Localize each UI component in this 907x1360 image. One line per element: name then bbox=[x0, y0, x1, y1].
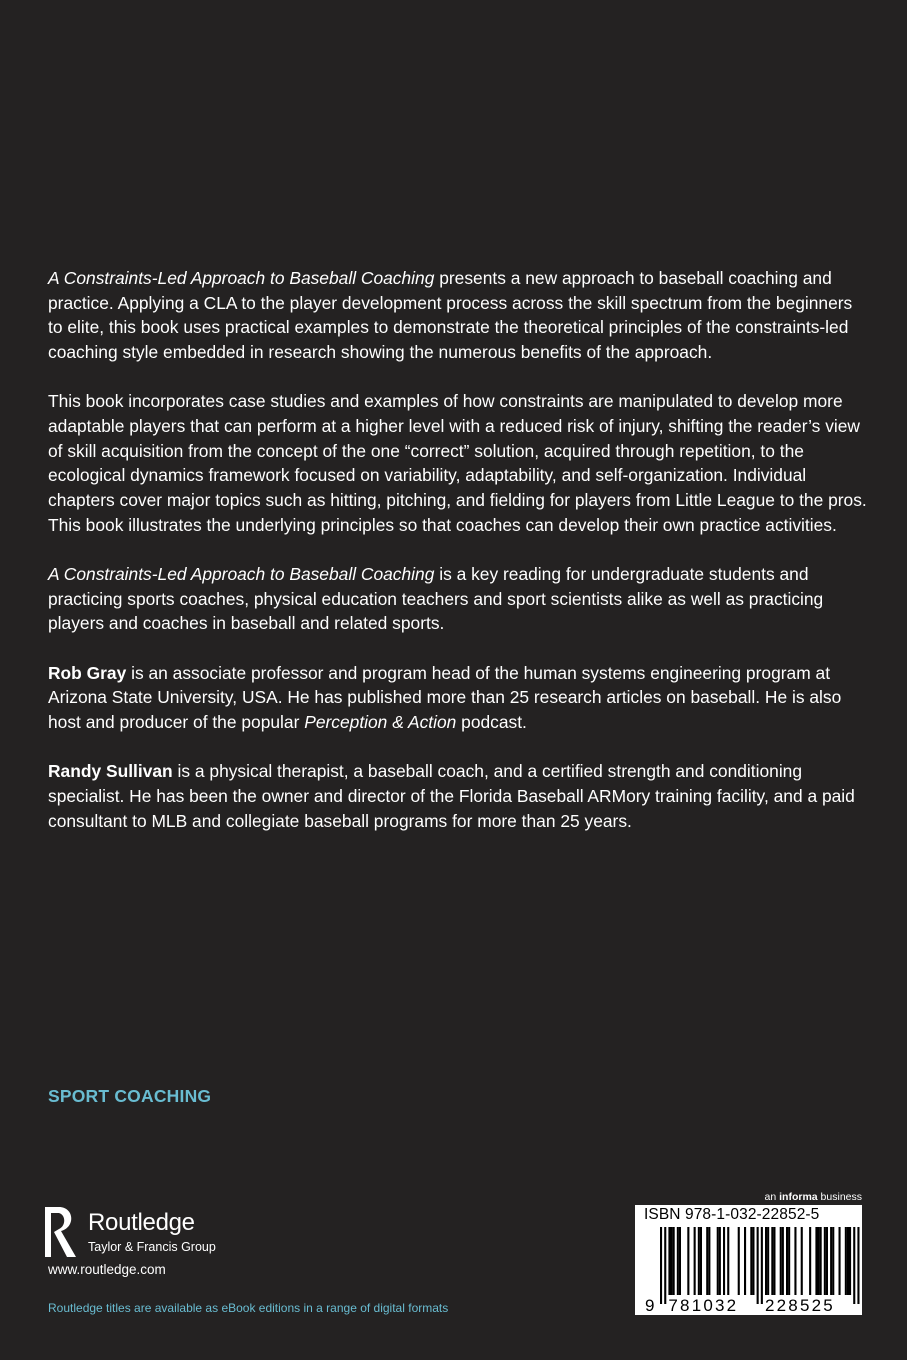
blurb-paragraph-1: A Constraints-Led Approach to Baseball Coaching presents a new approach to baseball coaching and practice. Applying a CLA to the player development process across the skill spectrum from the beginners to elite, this book uses practical examples to demonstrate the theoretical principles of the constraints-led coaching style embedded in research showing the numerous benefits of the approach. bbox=[48, 268, 853, 363]
barcode-bar bbox=[687, 1227, 689, 1295]
barcode-bar bbox=[782, 1227, 784, 1295]
ebook-note: Routledge titles are available as eBook editions in a range of digital formats bbox=[48, 1301, 449, 1315]
barcode-bar bbox=[853, 1227, 855, 1304]
barcode-bar bbox=[786, 1227, 788, 1295]
barcode-bar bbox=[744, 1227, 746, 1295]
barcode-bar bbox=[706, 1227, 708, 1295]
publisher-url[interactable]: www.routledge.com bbox=[48, 1262, 166, 1277]
barcode-bar bbox=[700, 1227, 702, 1295]
category-label: SPORT COACHING bbox=[48, 1086, 212, 1106]
barcode-bar bbox=[815, 1227, 817, 1295]
publisher-name: Routledge bbox=[88, 1209, 195, 1236]
barcode-digits: 781032 bbox=[668, 1296, 739, 1315]
barcode-bar bbox=[750, 1227, 752, 1295]
barcode-bar bbox=[673, 1227, 675, 1295]
barcode-bar bbox=[809, 1227, 811, 1295]
barcode-bar bbox=[830, 1227, 832, 1295]
barcode-bar bbox=[773, 1227, 775, 1295]
barcode-bar bbox=[771, 1227, 773, 1295]
barcode-bar bbox=[788, 1227, 790, 1295]
barcode-bar bbox=[826, 1227, 828, 1295]
barcode-bar bbox=[839, 1227, 841, 1295]
barcode-bar bbox=[694, 1227, 696, 1295]
barcode-bar bbox=[738, 1227, 740, 1295]
isbn-label: ISBN 978-1-032-22852-5 bbox=[644, 1206, 820, 1223]
barcode-bar bbox=[660, 1227, 662, 1304]
barcode-bar bbox=[832, 1227, 834, 1295]
barcode-bar bbox=[849, 1227, 851, 1295]
isbn-barcode bbox=[635, 1205, 862, 1315]
podcast-title: Perception & Action bbox=[304, 712, 457, 733]
barcode-bar bbox=[679, 1227, 681, 1295]
back-cover-blurb bbox=[48, 266, 868, 858]
barcode-bar bbox=[761, 1227, 763, 1304]
barcode-bar bbox=[847, 1227, 849, 1295]
barcode-bar bbox=[752, 1227, 754, 1295]
barcode-bar bbox=[719, 1227, 721, 1295]
barcode-bar bbox=[671, 1227, 673, 1295]
barcode-digits: 228525 bbox=[765, 1296, 835, 1315]
barcode-bar bbox=[857, 1227, 859, 1304]
barcode-bar bbox=[668, 1227, 670, 1295]
barcode-graphic bbox=[635, 1205, 862, 1315]
book-title: A Constraints-Led Approach to Baseball Coaching bbox=[48, 268, 435, 288]
informa-tagline: an informa business bbox=[764, 1191, 862, 1203]
barcode-bar bbox=[677, 1227, 679, 1295]
barcode-bar bbox=[794, 1227, 796, 1295]
publisher-group: Taylor & Francis Group bbox=[88, 1240, 216, 1254]
barcode-bar bbox=[820, 1227, 822, 1295]
barcode-bar bbox=[727, 1227, 729, 1295]
barcode-bar bbox=[780, 1227, 782, 1295]
barcode-bar bbox=[698, 1227, 700, 1295]
barcode-bar bbox=[708, 1227, 710, 1295]
author-bio-randy-sullivan: Randy Sullivan is a physical therapist, a baseball coach, and a certified strength and conditioning specialist. He has been the owner and director of the Florida Baseball ARMory training facility, and a paid consultant to MLB and collegiate baseball programs for more than 25 years. bbox=[48, 761, 855, 831]
author-name: Randy Sullivan bbox=[48, 761, 173, 782]
barcode-bar bbox=[818, 1227, 820, 1295]
barcode-bar bbox=[765, 1227, 767, 1295]
barcode-bar bbox=[845, 1227, 847, 1295]
barcode-bar bbox=[767, 1227, 769, 1295]
blurb-paragraph-3: A Constraints-Led Approach to Baseball Coaching is a key reading for undergraduate students and practicing sports coaches, physical education teachers and sport scientists alike as well as practicing players and coaches in baseball and related sports. bbox=[48, 564, 824, 634]
barcode-bar bbox=[757, 1227, 759, 1304]
barcode-digits: 9 bbox=[645, 1296, 657, 1315]
barcode-bar bbox=[717, 1227, 719, 1295]
author-name: Rob Gray bbox=[48, 662, 127, 683]
barcode-bar bbox=[801, 1227, 803, 1295]
book-title: A Constraints-Led Approach to Baseball Coaching bbox=[48, 564, 435, 585]
blurb-paragraph-2: This book incorporates case studies and examples of how constraints are manipulated to develop more adaptable players that can perform at a higher level with a reduced risk of injury, shifting the reader’s view of skill acquisition from the concept of the one “correct” solution, acquired through repetition, to the ecological dynamics framework focused on variability, adaptability, and self-organization. Individual chapters cover major topics such as hitting, pitching, and fielding for players from Little League to the pros. This book illustrates the underlying principles so that coaches can develop their own practice activities. bbox=[48, 391, 867, 535]
barcode-bar bbox=[664, 1227, 666, 1304]
author-bio-rob-gray: Rob Gray is an associate professor and program head of the human systems engineering program at Arizona State University, USA. He has published more than 25 research articles on baseball. He is also host and producer of the popular Perception & Action podcast. bbox=[48, 662, 842, 733]
barcode-bar bbox=[723, 1227, 725, 1295]
barcode-bar bbox=[824, 1227, 826, 1295]
routledge-r-logo-icon bbox=[42, 1205, 82, 1259]
